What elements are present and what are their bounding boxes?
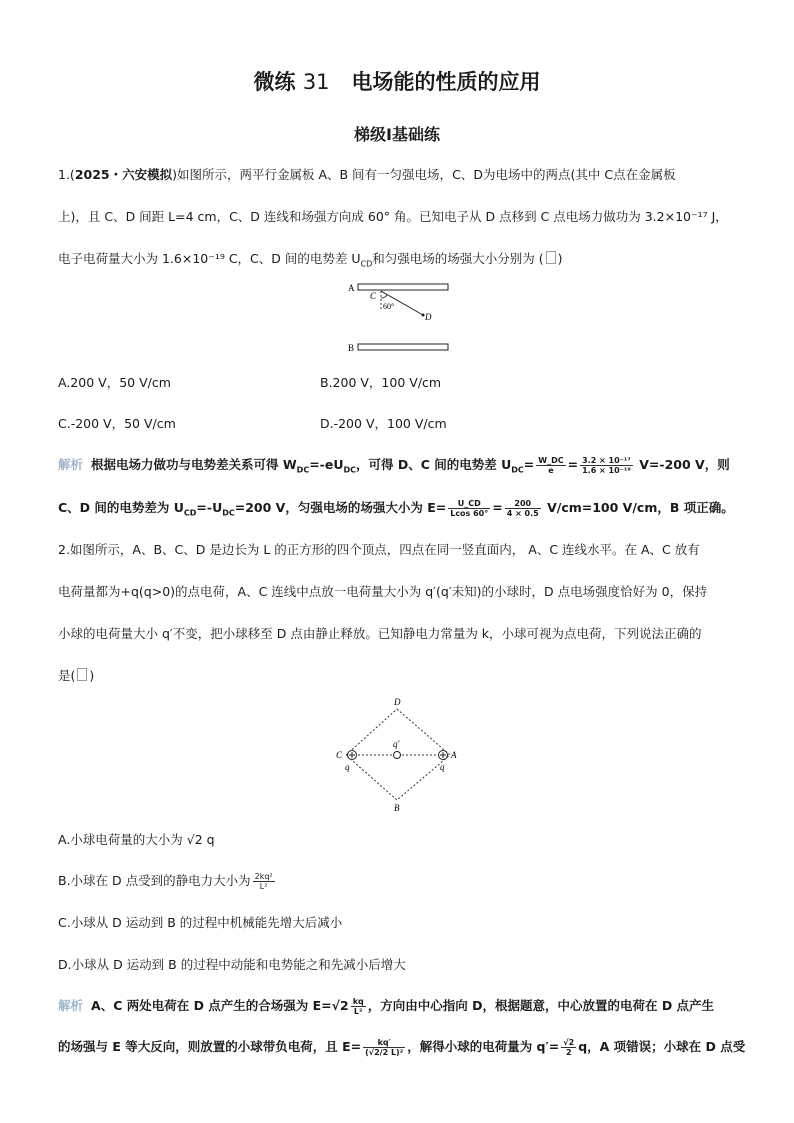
solution-label: 解析 [58, 457, 84, 472]
q1-option-b[interactable]: B.200 V，100 V/cm [320, 375, 442, 390]
q2-option-d[interactable]: D.小球从 D 运动到 B 的过程中动能和电势能之和先减小后增大 [58, 957, 406, 972]
label-qp: q′ [393, 739, 400, 749]
angle-arc [381, 295, 387, 298]
page-title [0, 66, 794, 96]
q1-source: 2025・六安模拟 [74, 167, 173, 182]
q1-solution-line2: C、D 间的电势差为 $U_{CD}=-U_{DC}=200$ V，匀强电场的场强大小为 E= $\frac{U\_CD}{Lcos 60^\circ}$ = $\frac{200}{4 \times 0.5}$ V/cm=100 V/cm，B 项正确。 [58, 499, 734, 518]
q2-solution-line1: 解析 A、C 两处电荷在 D 点产生的合场强为 E=√2 $\frac{kq}{\text{L²}}$ ，方向由中心指向 D，根据题意，中心放置的电荷在 D 点产生 [58, 997, 715, 1016]
section-subtitle: 梯级Ⅰ基础练 [354, 125, 440, 144]
q2-stem-line4: 是( ) [58, 668, 95, 683]
q1-figure [345, 281, 455, 357]
title-text: 电场能的性质的应用 [351, 70, 541, 94]
label-b: B [394, 803, 400, 813]
fraction: $\frac{200}{4 \times 0.5}$ [506, 499, 539, 518]
label-b: B [348, 343, 355, 353]
answer-blank [77, 668, 87, 681]
q2-stem-line2: 电荷量都为+q(q>0)的点电荷，A、C 连线中点放一电荷量大小为 q′(q′未知)的小球时，D 点电场强度恰好为 0，保持 [58, 584, 708, 599]
q2-option-c[interactable]: C.小球从 D 运动到 B 的过程中机械能先增大后减小 [58, 915, 343, 930]
q1-stem-line2: 上)，且 C、D 间距 L=4 cm，C、D 连线和场强方向成 60° 角。已知电子从 D 点移到 C 点电场力做功为 3.2×10⁻¹⁷ J， [58, 209, 728, 224]
plate-b [358, 344, 448, 350]
answer-blank [546, 251, 556, 264]
title-number: 31 [302, 70, 330, 94]
ball-q-prime [394, 752, 401, 759]
fraction: $\frac{W\_DC}{e}$ [538, 456, 564, 475]
fraction: $\frac{\text{2kq²}}{\text{L²}}$ [254, 872, 273, 891]
label-angle: 60° [383, 302, 395, 311]
q1-option-a[interactable]: A.200 V，50 V/cm [58, 375, 171, 390]
q2-option-b[interactable]: B.小球在 D 点受到的静电力大小为 $\frac{\text{2kq²}}{\text{L²}}$ [58, 872, 273, 891]
label-d: D [425, 312, 432, 322]
q2-stem-line1: 2.如图所示，A、B、C、D 是边长为 L 的正方形的四个顶点，四点在同一竖直面内， A、C 连线水平。在 A、C 放有 [58, 542, 700, 557]
fraction: $\frac{kq'}{\text{(√2/2 L)²}}$ [365, 1038, 404, 1057]
plate-a [358, 284, 448, 290]
q2-solution-line2: 的场强与 E 等大反向，则放置的小球带负电荷，且 E= $\frac{kq'}{\text{(√2/2 L)²}}$ ，解得小球的电荷量为 q′= $\frac{√2}{2}$ q，A 项错误；小球在 D 点受 [58, 1038, 746, 1057]
q1-stem-line3: 电子电荷量大小为 1.6×10⁻¹⁹ C，C、D 间的电势差 $U_{CD}$和匀强电场的场强大小分别为 ( ) [58, 251, 563, 269]
label-d: D [394, 697, 401, 707]
title-prefix: 微练 [253, 70, 296, 94]
q2-stem-line3: 小球的电荷量大小 q′不变，把小球移至 D 点由静止释放。已知静电力常量为 k，小球可视为点电荷，下列说法正确的 [58, 626, 702, 641]
q2-option-a[interactable]: A.小球电荷量的大小为 √2 q [58, 832, 215, 847]
fraction: $\frac{U\_CD}{Lcos 60^\circ}$ [450, 499, 489, 518]
label-a: A [451, 750, 457, 760]
q1-option-d[interactable]: D.-200 V，100 V/cm [320, 416, 447, 431]
label-a: A [348, 283, 355, 293]
label-c: C [370, 291, 377, 301]
q1-option-c[interactable]: C.-200 V，50 V/cm [58, 416, 176, 431]
fraction: $\frac{kq}{\text{L²}}$ [352, 997, 364, 1016]
fraction: $\frac{√2}{2}$ [563, 1038, 575, 1057]
label-qa: q [440, 762, 445, 772]
label-c: C [336, 750, 343, 760]
q2-figure [330, 695, 465, 815]
fraction: $\frac{\text{3.2 × 10⁻¹⁷}}{\text{1.6 × 10⁻¹⁹}}$ [582, 456, 631, 475]
label-qc: q [345, 762, 350, 772]
q1-stem-line1: 1.(2025・六安模拟)如图所示，两平行金属板 A、B 间有一匀强电场，C、D为电场中的两点(其中 C点在金属板 [58, 167, 676, 182]
q1-solution-line1: 解析 根据电场力做功与电势差关系可得 $W_{DC}=-eU_{DC}$，可得 D、C 间的电势差 $U_{DC}=$ $\frac{W\_DC}{e}$ = $\frac{\text{3.2 × 10⁻¹⁷}}{\text{1.6 × 10⁻¹⁹}}$ V=-200 V，则 [58, 456, 730, 475]
solution-label: 解析 [58, 998, 84, 1013]
